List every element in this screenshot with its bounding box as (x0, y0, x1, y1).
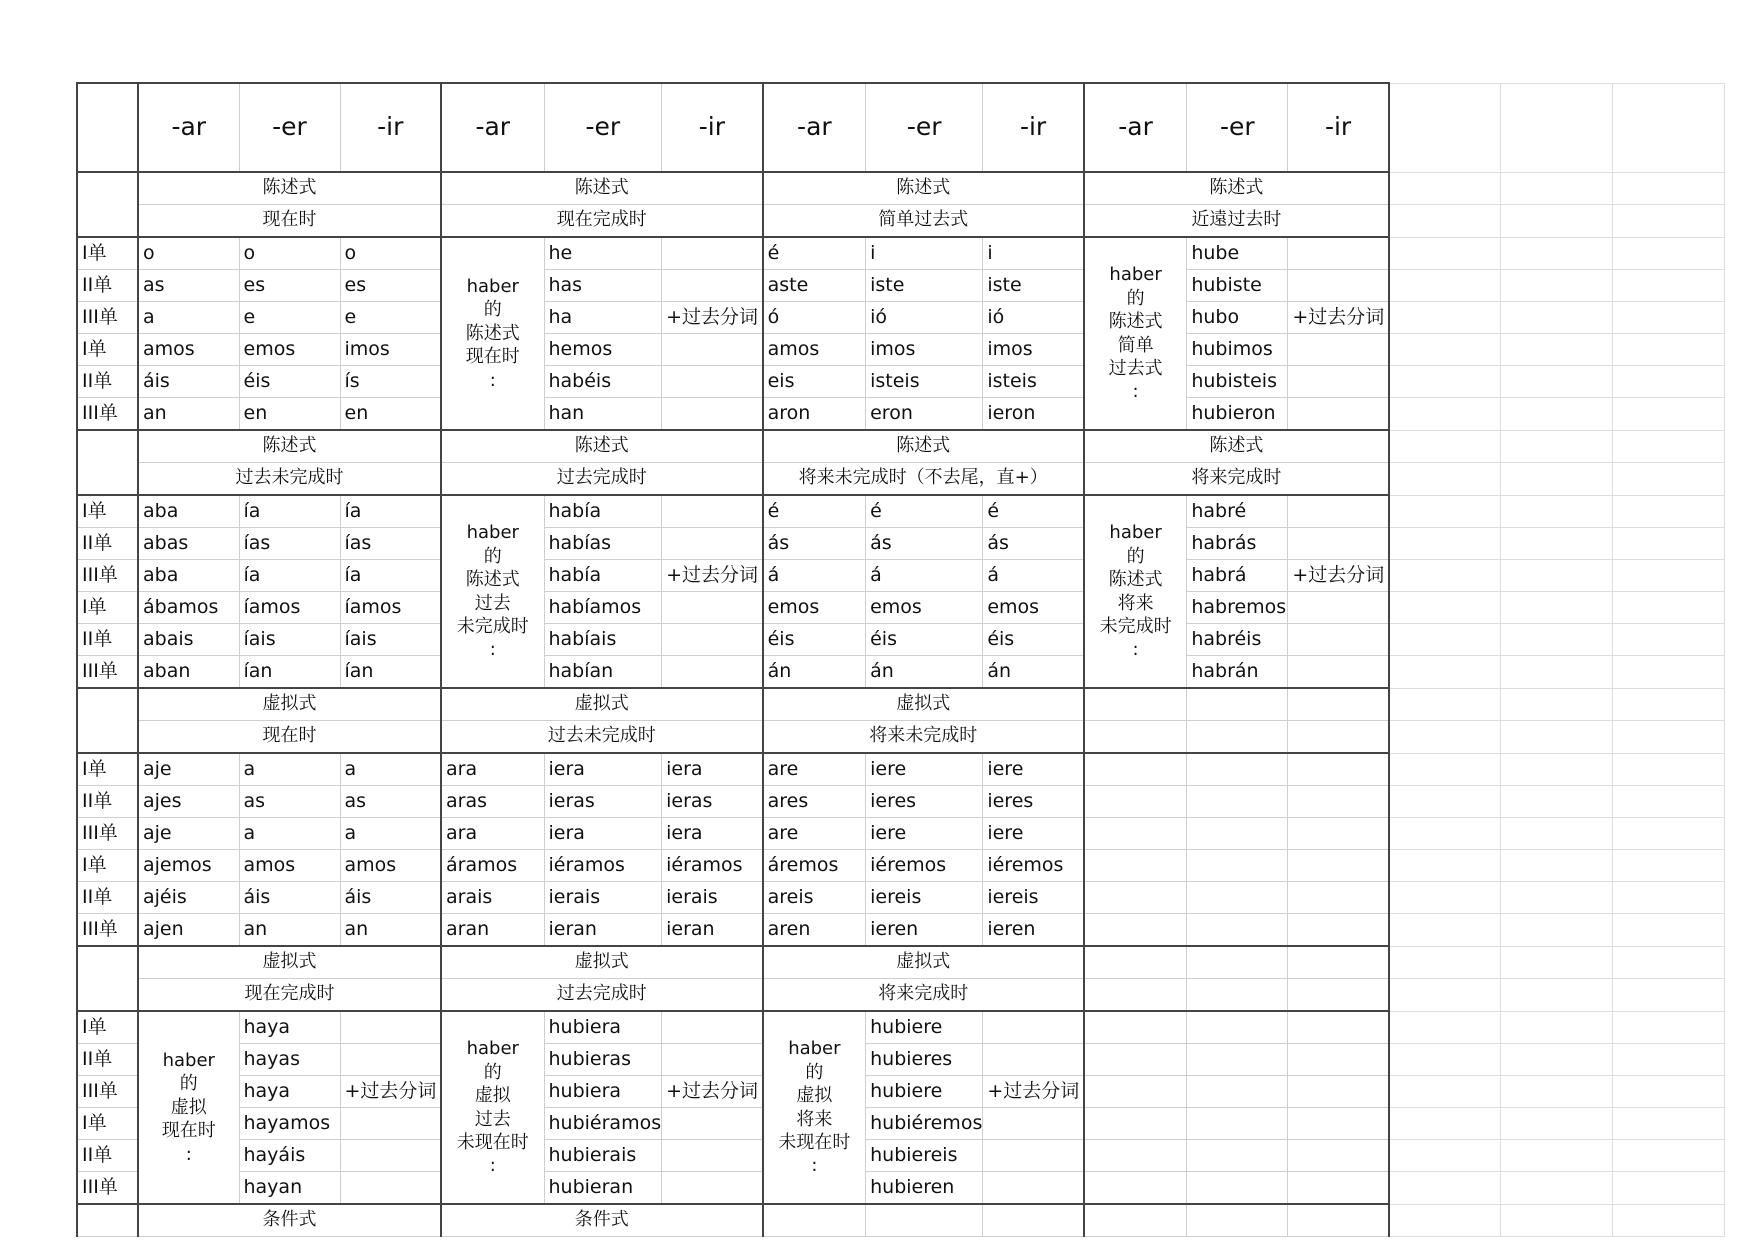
section-row (77, 688, 1725, 721)
person-label[interactable]: III单 (77, 1076, 138, 1108)
person-label[interactable]: III单 (77, 818, 138, 850)
table-cell[interactable]: as (340, 786, 441, 818)
table-cell[interactable]: iere (866, 753, 983, 786)
table-row (77, 302, 1725, 334)
table-cell[interactable]: hubieron (1187, 398, 1288, 431)
section-subtitle[interactable]: 将来未完成时 (763, 721, 1084, 754)
table-cell[interactable]: ás (983, 528, 1084, 560)
table-cell[interactable]: hubieren (866, 1172, 983, 1205)
section-row (77, 430, 1725, 463)
table-cell[interactable]: ieren (983, 914, 1084, 947)
table-cell[interactable]: are (763, 753, 866, 786)
past-participle-note[interactable]: +过去分词 (983, 1076, 1084, 1108)
past-participle-note[interactable]: +过去分词 (340, 1076, 441, 1108)
table-cell[interactable]: hemos (544, 334, 662, 366)
person-label[interactable]: II单 (77, 786, 138, 818)
table-cell[interactable]: o (340, 237, 441, 270)
header-cell[interactable]: -er (1187, 83, 1288, 172)
table-cell[interactable]: ajes (138, 786, 239, 818)
table-cell[interactable]: hayáis (239, 1140, 340, 1172)
table-cell[interactable]: áis (239, 882, 340, 914)
table-cell[interactable]: habrán (1187, 656, 1288, 689)
table-cell[interactable]: án (866, 656, 983, 689)
table-cell[interactable]: ás (866, 528, 983, 560)
table-cell[interactable]: hubimos (1187, 334, 1288, 366)
table-cell[interactable]: éis (866, 624, 983, 656)
table-cell[interactable]: ía (340, 495, 441, 528)
table-cell[interactable]: aren (763, 914, 866, 947)
table-cell[interactable]: an (138, 398, 239, 431)
table-cell[interactable]: es (239, 270, 340, 302)
table-cell[interactable]: íais (340, 624, 441, 656)
table-cell[interactable]: has (544, 270, 662, 302)
table-cell[interactable]: amos (340, 850, 441, 882)
table-cell[interactable]: áremos (763, 850, 866, 882)
person-label[interactable]: III单 (77, 1172, 138, 1205)
table-cell[interactable]: isteis (983, 366, 1084, 398)
person-label[interactable]: I单 (77, 753, 138, 786)
table-cell[interactable]: habrá (1187, 560, 1288, 592)
section-title[interactable]: 陈述式 (763, 172, 1084, 205)
table-cell[interactable]: han (544, 398, 662, 431)
table-row (77, 1011, 1725, 1044)
table-row (77, 818, 1725, 850)
table-cell[interactable]: ió (983, 302, 1084, 334)
table-cell[interactable]: ás (763, 528, 866, 560)
table-cell[interactable]: habías (544, 528, 662, 560)
table-cell[interactable]: aste (763, 270, 866, 302)
table-cell[interactable]: é (866, 495, 983, 528)
header-cell[interactable]: -ir (340, 83, 441, 172)
section-subtitle[interactable]: 近遠过去时 (1084, 205, 1389, 238)
table-row (77, 1140, 1725, 1172)
past-participle-note[interactable]: +过去分词 (662, 1076, 763, 1108)
table-cell[interactable]: e (340, 302, 441, 334)
section-title[interactable]: 虚拟式 (763, 688, 1084, 721)
table-cell[interactable]: ierais (662, 882, 763, 914)
header-cell[interactable]: -er (239, 83, 340, 172)
table-cell[interactable]: ajemos (138, 850, 239, 882)
person-label[interactable]: I单 (77, 495, 138, 528)
table-row (77, 753, 1725, 786)
table-cell[interactable]: habremos (1187, 592, 1288, 624)
table-cell[interactable]: é (763, 237, 866, 270)
table-cell[interactable]: hayas (239, 1044, 340, 1076)
table-cell[interactable]: imos (983, 334, 1084, 366)
table-cell[interactable]: íamos (340, 592, 441, 624)
table-cell[interactable]: iere (983, 818, 1084, 850)
table-cell[interactable]: ieren (866, 914, 983, 947)
table-cell[interactable]: habrás (1187, 528, 1288, 560)
table-row (77, 1076, 1725, 1108)
table-cell[interactable]: are (763, 818, 866, 850)
section-subtitle[interactable]: 将来未完成时（不去尾，直+） (763, 463, 1084, 496)
table-cell[interactable]: ieres (866, 786, 983, 818)
table-row (77, 334, 1725, 366)
table-cell[interactable]: hubiera (544, 1011, 662, 1044)
table-cell[interactable]: íais (239, 624, 340, 656)
table-cell[interactable]: ieran (662, 914, 763, 947)
table-cell[interactable]: ían (239, 656, 340, 689)
table-cell[interactable]: iéremos (866, 850, 983, 882)
section-title[interactable]: 陈述式 (441, 430, 763, 463)
table-cell[interactable]: iera (544, 818, 662, 850)
section-title[interactable]: 陈述式 (763, 430, 1084, 463)
table-row (77, 237, 1725, 270)
table-cell[interactable]: éis (983, 624, 1084, 656)
table-cell[interactable]: abas (138, 528, 239, 560)
table-cell[interactable]: ha (544, 302, 662, 334)
header-cell[interactable]: -er (544, 83, 662, 172)
header-cell[interactable]: -ar (1084, 83, 1187, 172)
table-cell[interactable]: he (544, 237, 662, 270)
section-subtitle[interactable]: 过去完成时 (441, 979, 763, 1012)
table-cell[interactable]: ábamos (138, 592, 239, 624)
table-cell[interactable]: ajéis (138, 882, 239, 914)
auxiliary-label[interactable]: haber 的 陈述式 简单 过去式 : (1084, 237, 1187, 430)
section-title[interactable]: 虚拟式 (441, 946, 763, 979)
section-row (77, 1204, 1725, 1237)
section-row (77, 172, 1725, 205)
auxiliary-label[interactable]: haber 的 虚拟 将来 未现在时 : (763, 1011, 866, 1204)
table-cell[interactable]: ís (340, 366, 441, 398)
table-cell[interactable]: áis (138, 366, 239, 398)
table-cell[interactable]: a (239, 818, 340, 850)
section-subtitle[interactable]: 过去完成时 (441, 463, 763, 496)
section-title[interactable]: 虚拟式 (763, 946, 1084, 979)
table-cell[interactable]: ía (340, 560, 441, 592)
table-cell[interactable]: en (340, 398, 441, 431)
section-subtitle[interactable]: 将来完成时 (1084, 463, 1389, 496)
table-row (77, 850, 1725, 882)
section-row (77, 205, 1725, 238)
table-cell[interactable]: ierais (544, 882, 662, 914)
table-cell[interactable]: ías (239, 528, 340, 560)
auxiliary-label[interactable]: haber 的 陈述式 现在时 : (441, 237, 544, 430)
table-row (77, 270, 1725, 302)
table-cell[interactable]: aba (138, 495, 239, 528)
section-subtitle[interactable]: 将来完成时 (763, 979, 1084, 1012)
table-cell[interactable]: emos (763, 592, 866, 624)
table-cell[interactable]: ares (763, 786, 866, 818)
table-cell[interactable]: ieron (983, 398, 1084, 431)
auxiliary-label[interactable]: haber 的 陈述式 将来 未完成时 : (1084, 495, 1187, 688)
header-cell[interactable]: -er (866, 83, 983, 172)
section-title[interactable]: 虚拟式 (441, 688, 763, 721)
table-cell[interactable]: á (983, 560, 1084, 592)
table-cell[interactable]: ieras (662, 786, 763, 818)
table-cell[interactable]: habían (544, 656, 662, 689)
table-cell[interactable]: imos (866, 334, 983, 366)
person-label[interactable]: I单 (77, 592, 138, 624)
table-cell[interactable]: aron (763, 398, 866, 431)
table-cell[interactable]: hubiere (866, 1011, 983, 1044)
table-cell[interactable]: iere (866, 818, 983, 850)
person-label[interactable]: I单 (77, 850, 138, 882)
table-cell[interactable]: ieras (544, 786, 662, 818)
section-subtitle[interactable]: 简单过去式 (763, 205, 1084, 238)
conjugation-sheet (76, 82, 1725, 1237)
table-row (77, 495, 1725, 528)
table-row (77, 624, 1725, 656)
table-cell[interactable]: ía (239, 495, 340, 528)
table-cell[interactable]: iéramos (544, 850, 662, 882)
person-label[interactable]: I单 (77, 334, 138, 366)
section-title[interactable]: 陈述式 (138, 172, 441, 205)
person-label[interactable]: II单 (77, 270, 138, 302)
past-participle-note[interactable]: +过去分词 (662, 302, 763, 334)
table-row (77, 398, 1725, 431)
section-subtitle[interactable]: 过去未完成时 (138, 463, 441, 496)
person-label[interactable]: III单 (77, 914, 138, 947)
table-cell[interactable]: iereis (866, 882, 983, 914)
table-row (77, 592, 1725, 624)
table-cell[interactable]: aje (138, 753, 239, 786)
table-cell[interactable]: había (544, 495, 662, 528)
auxiliary-label[interactable]: haber 的 虚拟 现在时 : (138, 1011, 239, 1204)
table-cell[interactable]: áis (340, 882, 441, 914)
person-label[interactable]: III单 (77, 302, 138, 334)
table-cell[interactable]: á (763, 560, 866, 592)
table-cell[interactable]: ieran (544, 914, 662, 947)
table-cell[interactable]: amos (239, 850, 340, 882)
table-cell[interactable]: hubiéremos (866, 1108, 983, 1140)
past-participle-note[interactable]: +过去分词 (1288, 302, 1389, 334)
table-cell[interactable]: hubiéramos (544, 1108, 662, 1140)
table-cell[interactable]: ías (340, 528, 441, 560)
table-cell[interactable]: habíais (544, 624, 662, 656)
table-cell[interactable]: é (983, 495, 1084, 528)
person-label[interactable]: II单 (77, 1140, 138, 1172)
table-cell[interactable]: imos (340, 334, 441, 366)
person-label[interactable]: III单 (77, 398, 138, 431)
table-cell[interactable]: ía (239, 560, 340, 592)
auxiliary-label[interactable]: haber 的 陈述式 过去 未完成时 : (441, 495, 544, 688)
table-cell[interactable]: a (340, 753, 441, 786)
table-cell[interactable]: o (138, 237, 239, 270)
table-cell[interactable]: hubierais (544, 1140, 662, 1172)
section-subtitle[interactable]: 现在时 (138, 721, 441, 754)
table-cell[interactable]: amos (763, 334, 866, 366)
table-cell[interactable]: as (239, 786, 340, 818)
table-cell[interactable]: i (983, 237, 1084, 270)
table-cell[interactable]: habíamos (544, 592, 662, 624)
person-label[interactable]: II单 (77, 882, 138, 914)
table-cell[interactable]: emos (983, 592, 1084, 624)
header-cell[interactable]: -ar (763, 83, 866, 172)
table-cell[interactable]: es (340, 270, 441, 302)
table-cell[interactable]: hayan (239, 1172, 340, 1205)
table-cell[interactable]: haya (239, 1076, 340, 1108)
table-cell[interactable]: o (239, 237, 340, 270)
table-cell[interactable]: e (239, 302, 340, 334)
section-title[interactable]: 陈述式 (138, 430, 441, 463)
table-row (77, 786, 1725, 818)
section-row (77, 463, 1725, 496)
table-cell[interactable]: iste (983, 270, 1084, 302)
header-row (77, 83, 1725, 172)
header-cell[interactable]: -ir (1288, 83, 1389, 172)
table-cell[interactable]: iereis (983, 882, 1084, 914)
table-cell[interactable]: hubieran (544, 1172, 662, 1205)
table-cell[interactable]: habéis (544, 366, 662, 398)
table-cell[interactable]: a (138, 302, 239, 334)
table-cell[interactable]: éis (763, 624, 866, 656)
person-label[interactable]: III单 (77, 656, 138, 689)
table-row (77, 1044, 1725, 1076)
table-cell[interactable]: i (866, 237, 983, 270)
section-title[interactable]: 虚拟式 (138, 688, 441, 721)
table-row (77, 1108, 1725, 1140)
past-participle-note[interactable]: +过去分词 (1288, 560, 1389, 592)
header-cell[interactable]: -ir (983, 83, 1084, 172)
table-cell[interactable]: hubiera (544, 1076, 662, 1108)
table-cell[interactable]: hubieres (866, 1044, 983, 1076)
section-title[interactable]: 陈述式 (1084, 172, 1389, 205)
table-cell[interactable]: hubiereis (866, 1140, 983, 1172)
table-cell[interactable]: haya (239, 1011, 340, 1044)
table-cell[interactable]: íamos (239, 592, 340, 624)
person-label[interactable]: II单 (77, 1044, 138, 1076)
section-title[interactable]: 陈述式 (441, 172, 763, 205)
table-cell[interactable]: iera (662, 818, 763, 850)
table-cell[interactable]: ían (340, 656, 441, 689)
auxiliary-label[interactable]: haber 的 虚拟 过去 未现在时 : (441, 1011, 544, 1204)
table-cell[interactable]: ara (441, 818, 544, 850)
table-cell[interactable]: aje (138, 818, 239, 850)
table-cell[interactable]: areis (763, 882, 866, 914)
table-row (77, 528, 1725, 560)
table-cell[interactable]: án (983, 656, 1084, 689)
table-cell[interactable]: iere (983, 753, 1084, 786)
header-cell[interactable]: -ir (662, 83, 763, 172)
section-subtitle[interactable]: 现在时 (138, 205, 441, 238)
table-cell[interactable]: é (763, 495, 866, 528)
table-cell[interactable]: emos (239, 334, 340, 366)
table-cell[interactable]: hayamos (239, 1108, 340, 1140)
person-label[interactable]: I单 (77, 237, 138, 270)
table-cell[interactable]: ajen (138, 914, 239, 947)
table-cell[interactable]: arais (441, 882, 544, 914)
table-cell[interactable]: hube (1187, 237, 1288, 270)
table-row (77, 1172, 1725, 1205)
table-cell[interactable]: iera (544, 753, 662, 786)
section-title[interactable]: 陈述式 (1084, 430, 1389, 463)
table-cell[interactable]: abais (138, 624, 239, 656)
section-title[interactable]: 条件式 (441, 1204, 763, 1237)
table-cell[interactable]: aras (441, 786, 544, 818)
table-cell[interactable]: aran (441, 914, 544, 947)
table-cell[interactable]: ió (866, 302, 983, 334)
table-cell[interactable]: habréis (1187, 624, 1288, 656)
header-cell[interactable]: -ar (441, 83, 544, 172)
table-cell[interactable]: iéremos (983, 850, 1084, 882)
table-cell[interactable]: aban (138, 656, 239, 689)
table-cell[interactable]: hubieras (544, 1044, 662, 1076)
section-subtitle[interactable]: 过去未完成时 (441, 721, 763, 754)
person-label[interactable]: II单 (77, 528, 138, 560)
table-cell[interactable]: en (239, 398, 340, 431)
table-cell[interactable]: áramos (441, 850, 544, 882)
table-cell[interactable]: ó (763, 302, 866, 334)
table-cell[interactable]: an (239, 914, 340, 947)
table-cell[interactable]: aba (138, 560, 239, 592)
table-cell[interactable]: hubiere (866, 1076, 983, 1108)
table-cell[interactable]: iéramos (662, 850, 763, 882)
table-row (77, 366, 1725, 398)
section-row (77, 721, 1725, 754)
person-label[interactable]: II单 (77, 624, 138, 656)
section-row (77, 946, 1725, 979)
table-cell[interactable]: eis (763, 366, 866, 398)
table-cell[interactable]: iste (866, 270, 983, 302)
corner-cell[interactable] (77, 83, 138, 172)
table-row (77, 656, 1725, 689)
person-label[interactable]: III单 (77, 560, 138, 592)
section-row (77, 979, 1725, 1012)
table-cell[interactable]: an (340, 914, 441, 947)
table-row (77, 560, 1725, 592)
person-label[interactable]: I单 (77, 1108, 138, 1140)
table-cell[interactable]: ara (441, 753, 544, 786)
table-cell[interactable]: a (239, 753, 340, 786)
table-row (77, 882, 1725, 914)
section-subtitle[interactable]: 现在完成时 (138, 979, 441, 1012)
table-cell[interactable]: á (866, 560, 983, 592)
table-cell[interactable]: hubisteis (1187, 366, 1288, 398)
table-row (77, 914, 1725, 947)
header-cell[interactable]: -ar (138, 83, 239, 172)
table-cell[interactable]: as (138, 270, 239, 302)
table-cell[interactable]: emos (866, 592, 983, 624)
table-cell[interactable]: a (340, 818, 441, 850)
table-cell[interactable]: había (544, 560, 662, 592)
table-cell[interactable]: isteis (866, 366, 983, 398)
table-cell[interactable]: éis (239, 366, 340, 398)
table-cell[interactable]: habré (1187, 495, 1288, 528)
person-label[interactable]: II单 (77, 366, 138, 398)
person-label[interactable]: I单 (77, 1011, 138, 1044)
section-title[interactable]: 虚拟式 (138, 946, 441, 979)
section-title[interactable]: 条件式 (138, 1204, 441, 1237)
past-participle-note[interactable]: +过去分词 (662, 560, 763, 592)
table-cell[interactable]: iera (662, 753, 763, 786)
table-cell[interactable]: ieres (983, 786, 1084, 818)
table-cell[interactable]: eron (866, 398, 983, 431)
table-cell[interactable]: án (763, 656, 866, 689)
table-cell[interactable]: amos (138, 334, 239, 366)
table-cell[interactable]: hubiste (1187, 270, 1288, 302)
section-subtitle[interactable]: 现在完成时 (441, 205, 763, 238)
table-cell[interactable]: hubo (1187, 302, 1288, 334)
